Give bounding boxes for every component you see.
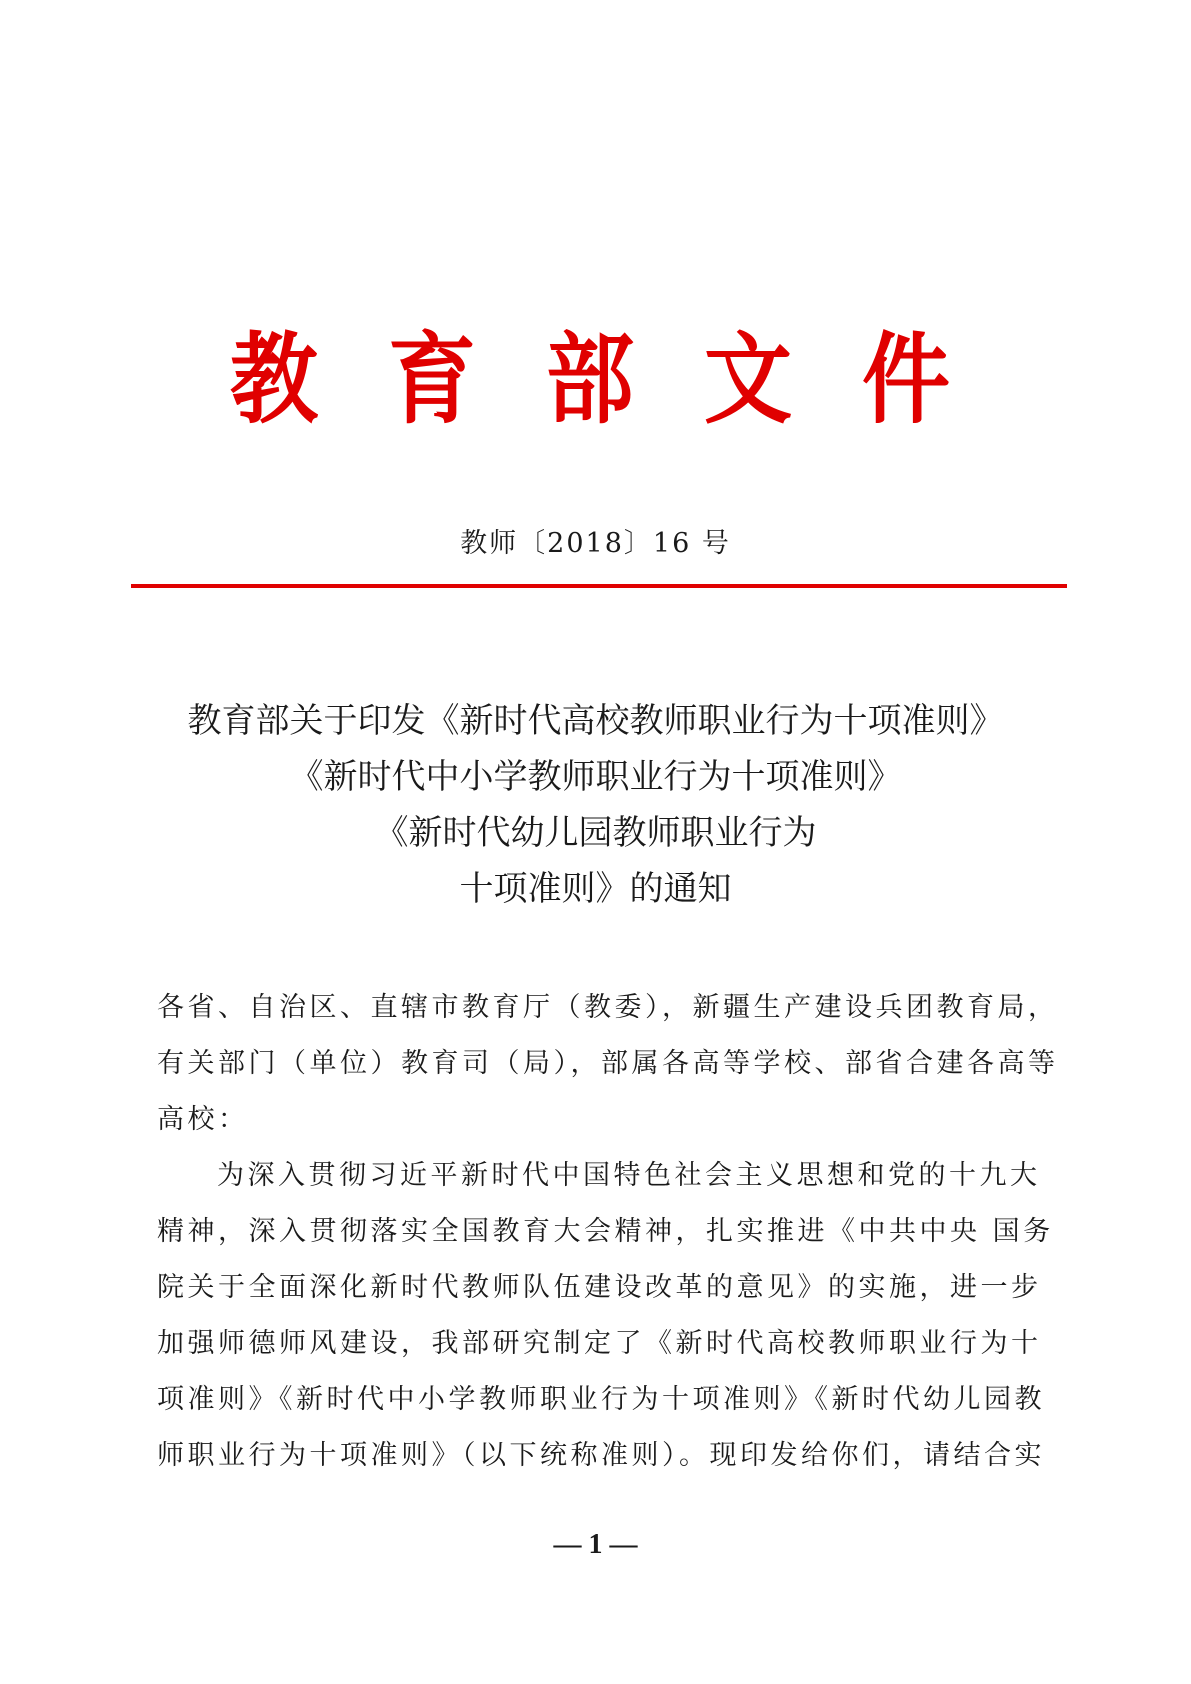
document-masthead — [230, 321, 950, 438]
masthead-char: 教 — [230, 321, 319, 438]
document-number: 教师〔2018〕16 号 — [460, 528, 731, 559]
title-line: 教育部关于印发《新时代高校教师职业行为十项准则》 — [187, 701, 1004, 741]
title-line: 十项准则》的通知 — [459, 869, 732, 909]
paragraph-line: 为深入贯彻习近平新时代中国特色社会主义思想和党的十九大 — [217, 1160, 1041, 1191]
title-line: 《新时代中小学教师职业行为十项准则》 — [289, 757, 902, 797]
masthead-char: 文 — [703, 321, 792, 438]
title-line: 《新时代幼儿园教师职业行为 — [374, 813, 817, 853]
document-body — [157, 980, 1059, 1484]
addressee-line: 高校： — [157, 1104, 249, 1135]
paragraph-line: 项准则》《新时代中小学教师职业行为十项准则》《新时代幼儿园教 — [157, 1384, 1045, 1415]
masthead-char: 部 — [545, 321, 634, 438]
paragraph-line: 院关于全面深化新时代教师队伍建设改革的意见》的实施，进一步 — [157, 1272, 1042, 1303]
paragraph-line: 师职业行为十项准则》（以下统称准则）。现印发给你们，请结合实 — [157, 1440, 1045, 1471]
masthead-char: 件 — [861, 321, 950, 438]
page-number: — 1 — — [553, 1529, 638, 1560]
paragraph-line: 加强师德师风建设，我部研究制定了《新时代高校教师职业行为十 — [157, 1328, 1042, 1359]
red-divider-line — [131, 584, 1067, 588]
addressee-line: 有关部门（单位）教育司（局），部属各高等学校、部省合建各高等 — [157, 1048, 1059, 1079]
addressee-line: 各省、自治区、直辖市教育厅（教委），新疆生产建设兵团教育局， — [157, 992, 1059, 1023]
masthead-char: 育 — [387, 321, 476, 438]
paragraph-line: 精神，深入贯彻落实全国教育大会精神，扎实推进《中共中央 国务 — [157, 1216, 1054, 1247]
document-title — [0, 693, 1191, 917]
